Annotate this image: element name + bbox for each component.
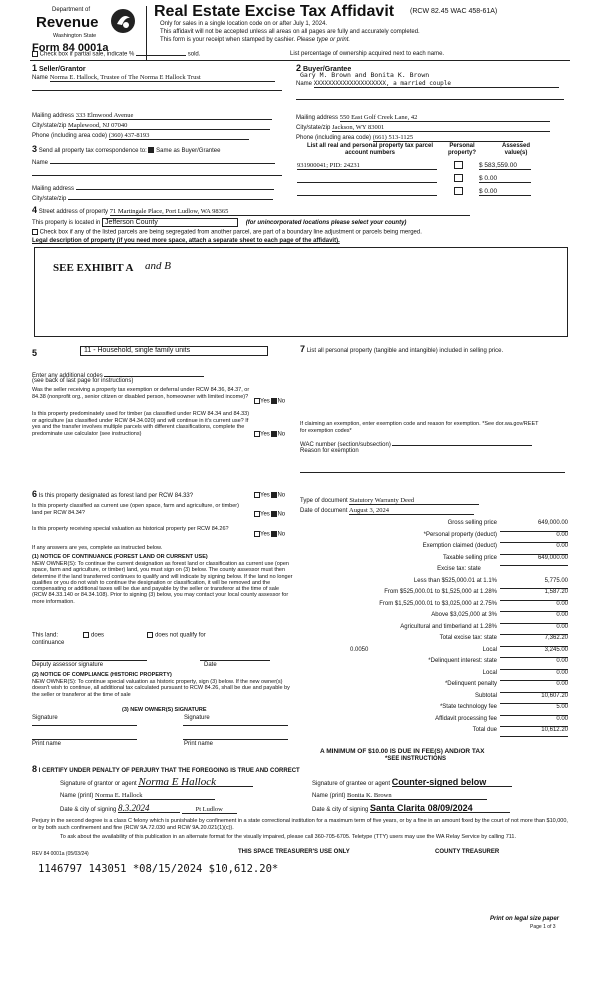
minimum-fee-note: A MINIMUM OF $10.00 IS DUE IN FEE(S) AND/OR TAX: [320, 748, 485, 755]
section5-q1: Was the seller receiving a property tax exemption or deferral under RCW 84.36, 84.37, or 84.38 (nonprofit org., senior citizen or disabled person, homeowner with limited income)?: [32, 387, 250, 400]
grantee-signature-value[interactable]: Counter-signed below: [392, 779, 512, 787]
grantee-name-label: Name (print): [312, 793, 346, 799]
section6-q3-answers: [254, 531, 285, 539]
section3-city-input[interactable]: [68, 193, 273, 200]
seller-city-value[interactable]: Maplewood, NJ 07040: [68, 122, 270, 130]
wac-label: WAC number (section/subsection): [300, 442, 391, 448]
grantee-signature-label: Signature of grantee or agent: [312, 781, 391, 787]
seller-heading-label: Seller/Grantor: [38, 66, 86, 73]
section3-name-label: Name: [32, 160, 49, 166]
personal-property-heading: Personal property?: [447, 143, 476, 156]
tax-row-value[interactable]: 649,000.00: [500, 555, 568, 567]
grantor-signature-label: Signature of grantor or agent: [60, 781, 137, 787]
tax-row-exemption: [300, 543, 568, 555]
bracket-row-5: [300, 624, 568, 636]
buyer-name-label: Name: [296, 81, 313, 87]
subtotal-label: Subtotal: [474, 692, 497, 699]
legal-description-value: SEE EXHIBIT A: [53, 262, 134, 274]
grantor-name-row: [60, 792, 215, 800]
buyer-city-value[interactable]: Jackson, WY 83001: [332, 124, 550, 132]
section4-num: 4: [32, 205, 38, 215]
section3-mail-label: Mailing address: [32, 186, 75, 192]
dept-line3: Washington State: [53, 33, 97, 39]
does-checkbox[interactable]: [83, 632, 89, 638]
section3-row: [32, 146, 287, 155]
local-row: [300, 647, 568, 659]
bracket-row-4: [300, 612, 568, 624]
legal-description-handwritten: and B: [145, 260, 171, 272]
affidavit-fee-row: [300, 716, 568, 728]
local2-row: [300, 670, 568, 682]
additional-codes-input[interactable]: [104, 370, 204, 377]
s6q1-no-label: No: [277, 492, 286, 499]
notice2-body: NEW OWNER(S): To continue special valuation as historic property, sign (3) below. If the new owner(s) doesn't wish to continue, all additional tax calculated pursuant to RCW 84.26, shall be due and payable by the seller or transferor at the time of sale: [32, 679, 290, 698]
see-back-note: (see back of last page for instructions): [32, 378, 134, 384]
new-owner-signature-label-2: Signature: [184, 715, 210, 721]
grantor-signature-value[interactable]: Norma E Hallock: [138, 779, 253, 787]
section5-q1-answers: [254, 398, 285, 406]
header-note1: Only for sales in a single location code on or after July 1, 2024.: [160, 21, 328, 27]
grantee-name-value[interactable]: Bonita K. Brown: [347, 792, 487, 800]
total-due-row: [300, 727, 568, 737]
delinq-state-label: *Delinquent interest: state: [428, 658, 497, 664]
street-row: [32, 207, 470, 216]
buyer-name-row: [296, 80, 566, 88]
does-not-label: does not qualify for: [155, 632, 206, 639]
section6-num: 6: [32, 489, 38, 499]
seller-heading: [32, 64, 86, 74]
seller-heading-num: 1: [32, 63, 38, 73]
grantee-signature-row: [312, 779, 512, 788]
q2-no-label: No: [277, 431, 286, 438]
subtotal-row: [300, 693, 568, 705]
page-title: Real Estate Excise Tax Affidavit: [154, 3, 395, 20]
tech-fee-row: [300, 704, 568, 716]
tax-row-value[interactable]: 0.00: [500, 543, 568, 555]
buyer-phone-label: Phone (including area code): [296, 135, 372, 141]
section5-num: 5: [32, 348, 38, 358]
parcel-number-1[interactable]: 931900041; PID: 24231: [297, 162, 437, 170]
section7-row: [300, 346, 565, 355]
new-owner-print-label-1: Print name: [32, 741, 62, 747]
q1-no-label: No: [277, 398, 286, 405]
section6-q2: Is this property classified as current use (open space, farm and agriculture, or timber) land per RCW 84.34?: [32, 503, 239, 516]
bracket-value[interactable]: 5,775.00: [500, 578, 568, 590]
legal-description-label: Legal description of property (if you need more space, attach a separate sheet to each page of the affidavit).: [32, 238, 340, 244]
page-number: Page 1 of 3: [530, 924, 556, 930]
ownership-note: List percentage of ownership acquired next to each name.: [290, 51, 445, 57]
tax-row-value[interactable]: 649,000.00: [500, 520, 568, 532]
tax-row-personal: [300, 532, 568, 544]
delinq-penalty-row: [300, 681, 568, 693]
deputy-signature-label: Deputy assessor signature: [32, 662, 104, 668]
bracket-value[interactable]: 0.00: [500, 624, 568, 636]
dept-line1: Department of: [52, 7, 91, 13]
total-due-label: Total due: [472, 727, 497, 733]
tech-fee-value[interactable]: 5.00: [500, 704, 568, 716]
affidavit-fee-value[interactable]: 0.00: [500, 716, 568, 728]
s6q3-no-label: No: [277, 531, 286, 538]
tax-row-taxable: [300, 555, 568, 567]
subtotal-value[interactable]: 10,607.20: [500, 693, 568, 705]
doc-type-value[interactable]: Statutory Warranty Deed: [349, 497, 479, 505]
doc-type-label: Type of document: [300, 498, 348, 504]
segregated-checkbox[interactable]: [32, 229, 38, 235]
section8-num: 8: [32, 764, 38, 774]
wac-input[interactable]: [392, 439, 532, 446]
grantee-date-label: Date & city of signing: [312, 807, 369, 813]
county-treasurer: COUNTY TREASURER: [435, 849, 500, 855]
buyer-heading-num: 2: [296, 63, 302, 73]
dept-line2: Revenue: [36, 14, 99, 31]
does-not-checkbox[interactable]: [147, 632, 153, 638]
bracket-label: Less than $525,000.01 at 1.1%: [413, 577, 497, 584]
grantee-date-row: [312, 805, 510, 814]
doc-type-row: [300, 497, 479, 505]
doc-date-label: Date of document: [300, 508, 348, 514]
s6q1-yes-label: Yes: [260, 492, 270, 499]
if-yes-note: If any answers are yes, complete as instructed below.: [32, 545, 163, 551]
tax-row-gross: [300, 520, 568, 532]
partial-sale-label: Check box if partial sale, indicate %: [39, 51, 135, 58]
county-select[interactable]: Jefferson County: [102, 218, 238, 227]
delinq-penalty-label: *Delinquent penalty: [444, 681, 497, 687]
section3-text: Send all property tax correspondence to:: [38, 148, 147, 154]
seller-name-label: Name: [32, 75, 49, 81]
buyer-city-label: City/state/zip: [296, 125, 331, 131]
section3-name-input[interactable]: [50, 157, 275, 164]
section6-q1-answers: [254, 492, 285, 500]
bracket-value[interactable]: 0.00: [500, 612, 568, 624]
legal-description-box[interactable]: [34, 247, 568, 337]
grantor-signature-row: [60, 776, 253, 788]
personal-property-checkbox-2[interactable]: [454, 174, 463, 182]
perjury-notice: Perjury in the second degree is a class C felony which is punishable by confinement in a state correctional institution for a maximum term of five years, or by a fine in an amount fixed by the court of not more than $10,000, or by both such confinement and fine (RCW 9A.72.030 and RCW 9A.20.021(1)(c)).: [32, 818, 568, 831]
exemption-text: If claiming an exemption, enter exemption code and reason for exemption. *See dor.wa.gov/REET for exemption codes*: [300, 421, 539, 434]
personal-property-checkbox-3[interactable]: [454, 187, 463, 195]
header-note3-text: This form is your receipt when stamped by cashier.: [160, 37, 296, 43]
header-note2: This affidavit will not be accepted unless all areas on all pages are fully and accurately completed.: [160, 29, 420, 35]
section7-num: 7: [300, 344, 306, 354]
buyer-mail-value[interactable]: 550 East Golf Creek Lane, 42: [340, 114, 550, 122]
does-label: does: [91, 632, 105, 639]
bracket-value[interactable]: 0.00: [500, 601, 568, 613]
rev-line: REV 84 0001a (05/03/24): [32, 851, 89, 857]
section6-q1: [32, 491, 252, 500]
accessibility-notice: To ask about the availability of this publication in an alternate format for the visually impaired, please call 360-705-6705. Teletype (TTY) users may use the WA Relay Service by calling 711.: [60, 834, 517, 840]
section3-city-label: City/state/zip: [32, 196, 67, 202]
continuance-label: continuance: [32, 640, 65, 646]
section6-q2-answers: [254, 511, 285, 519]
seller-name-value[interactable]: Norma E. Hallock, Trustee of The Norma E Hallock Trust: [50, 74, 275, 82]
bracket-row-3: [300, 601, 568, 613]
q2-yes-label: Yes: [260, 431, 270, 438]
total-state-label: Total excise tax: state: [439, 635, 497, 641]
seller-phone-row: [32, 132, 284, 140]
bracket-row-1: [300, 578, 568, 590]
s6q2-no-label: No: [277, 511, 286, 518]
tax-row-label: Gross selling price: [447, 520, 497, 526]
assessed-value-2[interactable]: $ 0.00: [479, 175, 531, 183]
partial-sale-row: [32, 51, 200, 59]
notice1-heading: (1) NOTICE OF CONTINUANCE (FOREST LAND OR CURRENT USE): [32, 554, 208, 560]
tech-fee-label: *State technology fee: [439, 704, 497, 710]
local2-value[interactable]: 0.00: [500, 670, 568, 682]
delinq-penalty-value[interactable]: 0.00: [500, 681, 568, 693]
section3-name-row: [32, 157, 275, 167]
s6q3-yes-label: Yes: [260, 531, 270, 538]
dor-emblem-icon: [110, 8, 136, 34]
certify-text: I CERTIFY UNDER PENALTY OF PERJURY THAT THE FOREGOING IS TRUE AND CORRECT: [38, 768, 300, 774]
reason-label: Reason for exemption: [300, 448, 359, 454]
doc-date-row: [300, 507, 474, 515]
grantee-name-row: [312, 792, 487, 800]
notice3-heading: (3) NEW OWNER(S) SIGNATURE: [122, 707, 207, 713]
partial-sale-checkbox[interactable]: [32, 51, 38, 57]
buyer-heading-label: Buyer/Grantee: [302, 66, 352, 73]
personal-property-checkbox-1[interactable]: [454, 161, 463, 169]
parcel-list-heading: List all real and personal property tax parcel account numbers: [306, 143, 434, 156]
section3-mail-input[interactable]: [76, 183, 274, 190]
form-number: Form 84 0001a: [32, 42, 109, 54]
delinq-state-value[interactable]: 0.00: [500, 658, 568, 670]
bracket-label: Above $3,025,000 at 3%: [431, 612, 497, 618]
section3-num: 3: [32, 144, 38, 154]
grantee-date-value[interactable]: Santa Clarita 08/09/2024: [370, 805, 510, 813]
tax-row-value[interactable]: 0.00: [500, 532, 568, 544]
seller-mail-label: Mailing address: [32, 113, 75, 119]
seller-mail-row: [32, 112, 284, 120]
segregated-row: [32, 229, 572, 237]
seller-name-row: [32, 74, 284, 82]
buyer-city-row: [296, 124, 566, 132]
local-label: Local: [482, 646, 497, 653]
grantor-name-value[interactable]: Norma E. Hallock: [95, 792, 215, 800]
county-label: This property is located in: [32, 220, 101, 226]
total-state-row: [300, 635, 568, 647]
segregated-label: Check box if any of the listed parcels are being segregated from another parcel, are part of a boundary line adjustment or parcels being merged.: [39, 229, 422, 236]
bracket-label: Agricultural and timberland at 1.28%: [400, 623, 497, 630]
section5-q2: Is this property predominately used for timber (as classified under RCW 84.34 and 84.33) or agriculture (as classified under RCW 84.34.020) and will continue in it's current use? If yes and the transfer involves multiple parcels with different classifications, complete the predominate use calculator (see instructions): [32, 411, 250, 437]
parcel-row-1: [297, 162, 547, 170]
parcel-row-3: [297, 188, 547, 196]
assessed-value-1[interactable]: $ 583,559.00: [479, 162, 531, 170]
local-value[interactable]: 3,245.00: [500, 647, 568, 659]
excise-heading: Excise tax: state: [437, 566, 481, 572]
header-note3: [160, 37, 350, 44]
local-rate[interactable]: 0.0050: [350, 646, 369, 653]
deputy-date-label: Date: [204, 662, 217, 668]
same-as-buyer-label: Same as Buyer/Grantee: [156, 148, 221, 154]
treasurer-space: THIS SPACE TREASURER'S USE ONLY: [238, 849, 350, 855]
property-use-select[interactable]: 11 - Household, single family units: [80, 346, 268, 356]
buyer-name-line2[interactable]: XXXXXXXXXXXXXXXXXXXX, a married couple: [314, 80, 559, 88]
buyer-mail-row: [296, 114, 566, 122]
q1-yes-label: Yes: [260, 398, 270, 405]
section5-q2-answers: [254, 431, 285, 439]
bracket-value[interactable]: 1,587.20: [500, 589, 568, 601]
new-owner-signature-label-1: Signature: [32, 715, 58, 721]
street-label: Street address of property: [38, 209, 109, 215]
section3-city-row: [32, 193, 273, 203]
assessed-value-heading: Assessed value(s): [501, 143, 531, 156]
certify-row: [32, 766, 300, 775]
local2-label: Local: [482, 669, 497, 676]
tax-row-label: Exemption claimed (deduct): [422, 543, 497, 549]
grantor-date-row: [60, 805, 237, 814]
bracket-row-2: [300, 589, 568, 601]
affidavit-fee-label: Affidavit processing fee: [435, 715, 497, 722]
tax-row-label: *Personal property (deduct): [423, 531, 497, 538]
total-due-value[interactable]: 10,612.20: [500, 727, 568, 737]
header-note3-em: Please type or print.: [296, 37, 351, 43]
section7-text: List all personal property (tangible and intangible) included in selling price.: [306, 348, 504, 354]
this-land-label: This land:: [32, 632, 59, 639]
parcel-number-2[interactable]: [297, 175, 437, 183]
assessed-value-3[interactable]: $ 0.00: [479, 188, 531, 196]
section3-mail-row: [32, 183, 274, 193]
see-instructions: *SEE INSTRUCTIONS: [385, 756, 447, 762]
county-row: [32, 218, 406, 227]
s6q2-yes-label: Yes: [260, 511, 270, 518]
seller-phone-label: Phone (including area code): [32, 133, 108, 139]
doc-date-value[interactable]: August 3, 2024: [349, 507, 474, 515]
buyer-phone-value[interactable]: (661) 513-1125: [373, 134, 523, 142]
grantor-name-label: Name (print): [60, 793, 94, 799]
receipt-stamp: 1146797 143051 *08/15/2024 $10,612.20*: [38, 863, 279, 875]
street-value[interactable]: 71 Martingale Place, Port Ludlow, WA 98365: [110, 208, 470, 216]
seller-city-label: City/state/zip: [32, 123, 67, 129]
total-state-value[interactable]: 7,362.20: [500, 635, 568, 647]
new-owner-print-label-2: Print name: [184, 741, 214, 747]
county-note: (for unincorporated locations please select your county): [245, 220, 407, 226]
seller-phone-value[interactable]: (360) 437-8193: [109, 132, 249, 140]
buyer-name-line1: Gary M. Brown and Bonita K. Brown: [300, 71, 430, 79]
bracket-label: From $1,525,000.01 to $3,025,000 at 2.75%: [379, 600, 497, 607]
section6-q3: Is this property receiving special valuation as historical property per RCW 84.26?: [32, 526, 229, 532]
seller-mail-value[interactable]: 333 Elmwood Avenue: [76, 112, 272, 120]
same-as-buyer-checkbox[interactable]: [148, 147, 154, 153]
section6-q1-text: Is this property designated as forest land per RCW 84.33?: [38, 493, 194, 499]
bracket-label: From $525,000.01 to $1,525,000 at 1.28%: [384, 589, 497, 595]
buyer-phone-row: [296, 134, 566, 142]
this-land-row: [32, 632, 292, 640]
citation: (RCW 82.45 WAC 458-61A): [410, 8, 498, 15]
tax-table: [300, 520, 568, 737]
grantor-city-value[interactable]: Pt Ludlow: [182, 806, 237, 814]
seller-city-row: [32, 122, 284, 130]
parcel-row-2: [297, 175, 547, 183]
additional-codes-text: Enter any additional codes: [32, 373, 103, 379]
parcel-number-3[interactable]: [297, 188, 437, 196]
delinq-state-row: [300, 658, 568, 670]
grantor-date-label: Date & city of signing: [60, 807, 117, 813]
notice1-body: NEW OWNER(S): To continue the current designation as forest land or classification as current use (open space, farm and agriculture, or timber) land, you must sign on (3) below. The county assessor must then determine if the land transferred continues to qualify and will indicate by signing below. If the land no longer qualifies or you do not wish to continue the designation or classification, it will be removed and the compensating or additional taxes will be due and payable by the seller or transferor at the time of sale (RCW 84.33.140 or 84.34.108). Prior to signing (3) below, you may contact your local county assessor for more information.: [32, 561, 293, 605]
buyer-mail-label: Mailing address: [296, 115, 339, 121]
tax-row-label: Taxable selling price: [442, 554, 497, 561]
sold-label: sold.: [187, 51, 201, 58]
legal-paper-note: Print on legal size paper: [490, 916, 560, 922]
grantor-date-value[interactable]: 8.3.2024: [118, 805, 180, 813]
notice2-heading: (2) NOTICE OF COMPLIANCE (HISTORIC PROPERTY): [32, 672, 172, 678]
